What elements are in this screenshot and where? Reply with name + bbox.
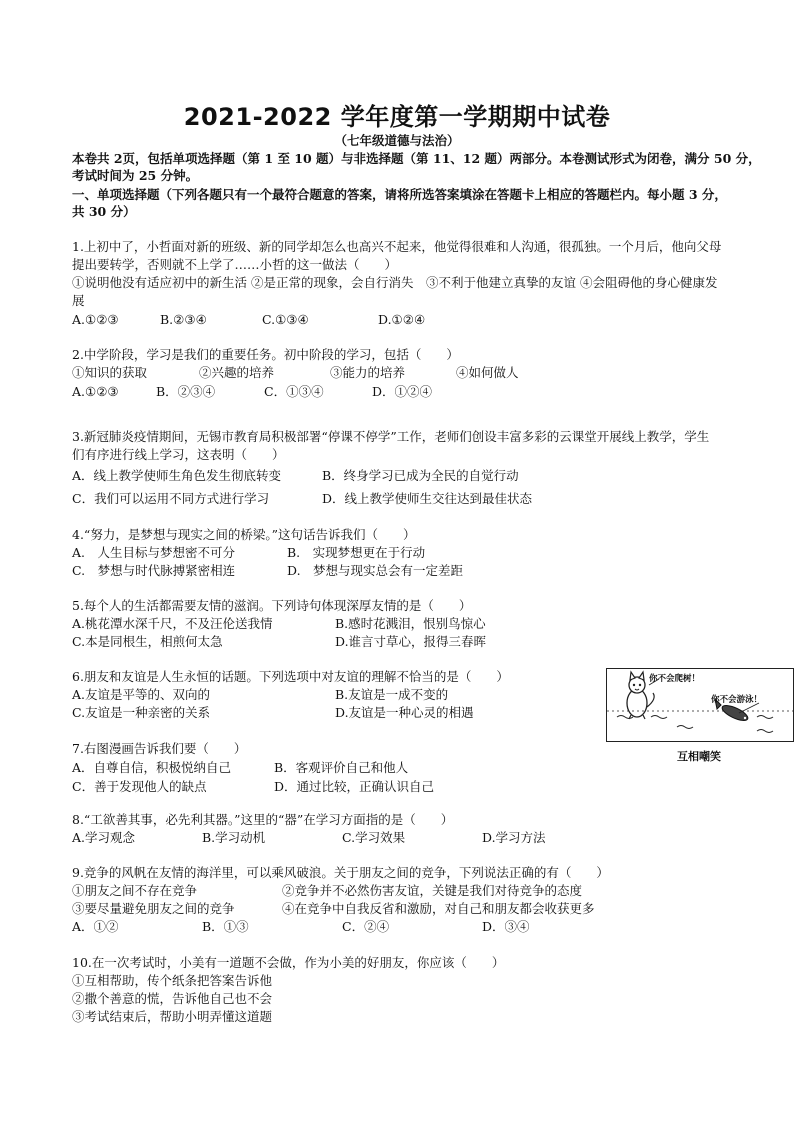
q9-stem: 9.竞争的风帆在友情的海洋里，可以乘风破浪。关于朋友之间的竞争，下列说法正确的有（ ） — [72, 865, 609, 880]
q6-option-b: B.友谊是一成不变的 — [335, 687, 449, 702]
q3-stem-line-2: 们有序进行线上学习，这表明（ ） — [72, 447, 285, 462]
q5-option-c: C.本是同根生，相煎何太急 — [72, 634, 223, 649]
q6-option-c: C.友谊是一种亲密的关系 — [72, 705, 211, 720]
q4-option-c: C. 梦想与时代脉搏紧密相连 — [72, 563, 236, 578]
q6-option-d: D.友谊是一种心灵的相遇 — [335, 705, 474, 720]
cartoon-speech-fish: 你不会游泳！ — [711, 695, 763, 705]
q4-option-b: B. 实现梦想更在于行动 — [287, 545, 426, 560]
q7-stem: 7.右图漫画告诉我们要（ ） — [72, 741, 247, 756]
q1-option-b: B.②③④ — [160, 312, 207, 327]
q1-statements-line-2: 展 — [72, 293, 85, 308]
q7-option-d: D．通过比较，正确认识自己 — [274, 779, 435, 794]
q6-option-a: A.友谊是平等的、双向的 — [72, 687, 211, 702]
q3-option-d: D．线上教学使师生交往达到最佳状态 — [322, 491, 533, 506]
q2-option-d: D．①②④ — [372, 384, 433, 399]
q8-option-d: D.学习方法 — [482, 830, 546, 845]
q10-statement-2: ②撒个善意的慌，告诉他自己也不会 — [72, 991, 273, 1006]
q9-statement-3: ③要尽量避免朋友之间的竞争 — [72, 901, 235, 916]
q2-stem: 2.中学阶段，学习是我们的重要任务。初中阶段的学习，包括（ ） — [72, 347, 459, 362]
q2-option-b: B．②③④ — [156, 384, 216, 399]
q1-stem-line-2: 提出要转学，否则就不上学了……小哲的这一做法（ ） — [72, 257, 398, 272]
q2-statement-2: ②兴趣的培养 — [199, 365, 275, 380]
q3-option-b: B．终身学习已成为全民的自觉行动 — [322, 468, 519, 483]
q1-statements-line-1: ①说明他没有适应初中的新生活 ②是正常的现象，会自行消失 ③不利于他建立真挚的友谊 ④会阻碍他的身心健康发 — [72, 275, 718, 290]
q4-stem: 4.“努力，是梦想与现实之间的桥梁。”这句话告诉我们（ ） — [72, 527, 416, 542]
exam-intro-line-2: 考试时间为 25 分钟。 — [72, 168, 199, 183]
q8-option-b: B.学习动机 — [202, 830, 266, 845]
q10-statement-3: ③考试结束后，帮助小明弄懂这道题 — [72, 1009, 273, 1024]
q8-option-c: C.学习效果 — [342, 830, 406, 845]
q9-statement-2: ②竞争并不必然伤害友谊，关键是我们对待竞争的态度 — [282, 883, 583, 898]
q2-statement-3: ③能力的培养 — [330, 365, 406, 380]
q5-stem: 5.每个人的生活都需要友情的滋润。下列诗句体现深厚友情的是（ ） — [72, 598, 472, 613]
q10-statement-1: ①互相帮助，传个纸条把答案告诉他 — [72, 973, 273, 988]
q9-option-d: D．③④ — [482, 919, 530, 934]
cartoon-figure — [606, 668, 794, 742]
exam-title: 2021-2022 学年度第一学期期中试卷 — [183, 103, 611, 131]
q5-option-a: A.桃花潭水深千尺，不及汪伦送我情 — [72, 616, 273, 631]
q9-option-c: C．②④ — [342, 919, 390, 934]
cartoon-caption: 互相嘲笑 — [677, 750, 721, 763]
q4-option-a: A. 人生目标与梦想密不可分 — [72, 545, 236, 560]
q1-option-d: D.①②④ — [378, 312, 426, 327]
q3-option-a: A．线上教学使师生角色发生彻底转变 — [72, 468, 282, 483]
q10-stem: 10.在一次考试时，小美有一道题不会做，作为小美的好朋友，你应该（ ） — [72, 955, 505, 970]
q5-option-d: D.谁言寸草心，报得三春晖 — [335, 634, 487, 649]
q7-option-a: A．自尊自信，积极悦纳自己 — [72, 760, 232, 775]
q6-stem: 6.朋友和友谊是人生永恒的话题。下列选项中对友谊的理解不恰当的是（ ） — [72, 669, 509, 684]
q5-option-b: B.感时花溅泪，恨别鸟惊心 — [335, 616, 486, 631]
q9-statement-4: ④在竞争中自我反省和激励，对自己和朋友都会收获更多 — [282, 901, 595, 916]
q9-statement-1: ①朋友之间不存在竞争 — [72, 883, 198, 898]
q9-option-b: B．①③ — [202, 919, 249, 934]
q7-option-b: B．客观评价自己和他人 — [274, 760, 409, 775]
q2-statement-4: ④如何做人 — [456, 365, 519, 380]
q3-option-c: C．我们可以运用不同方式进行学习 — [72, 491, 270, 506]
q9-option-a: A．①② — [72, 919, 119, 934]
q1-option-a: A.①②③ — [72, 312, 119, 327]
q7-option-c: C．善于发现他人的缺点 — [72, 779, 207, 794]
q1-option-c: C.①③④ — [262, 312, 309, 327]
cartoon-speech-cat: 你不会爬树！ — [649, 674, 701, 684]
q8-option-a: A.学习观念 — [72, 830, 136, 845]
q1-stem-line-1: 1.上初中了，小哲面对新的班级、新的同学却怎么也高兴不起来，他觉得很难和人沟通，很孤独。一个月后，他向父母 — [72, 239, 722, 254]
q4-option-d: D. 梦想与现实总会有一定差距 — [287, 563, 464, 578]
section-heading-line-1: 一、单项选择题（下列各题只有一个最符合题意的答案，请将所选答案填涂在答题卡上相应的答题栏内。每小题 3 分， — [72, 187, 727, 202]
q3-stem-line-1: 3.新冠肺炎疫情期间，无锡市教育局积极部署“停课不停学”工作，老师们创设丰富多彩的云课堂开展线上教学，学生 — [72, 429, 710, 444]
q2-option-c: C．①③④ — [264, 384, 324, 399]
section-heading-line-2: 共 30 分） — [72, 204, 136, 219]
q8-stem: 8.“工欲善其事，必先利其器。”这里的“器”在学习方面指的是（ ） — [72, 812, 454, 827]
q2-option-a: A.①②③ — [72, 384, 119, 399]
exam-subtitle: （七年级道德与法治） — [334, 133, 460, 148]
exam-intro-line-1: 本卷共 2页，包括单项选择题（第 1 至 10 题）与非选择题（第 11、12 题）两部分。本卷测试形式为闭卷，满分 50 分， — [72, 151, 761, 166]
q2-statement-1: ①知识的获取 — [72, 365, 148, 380]
